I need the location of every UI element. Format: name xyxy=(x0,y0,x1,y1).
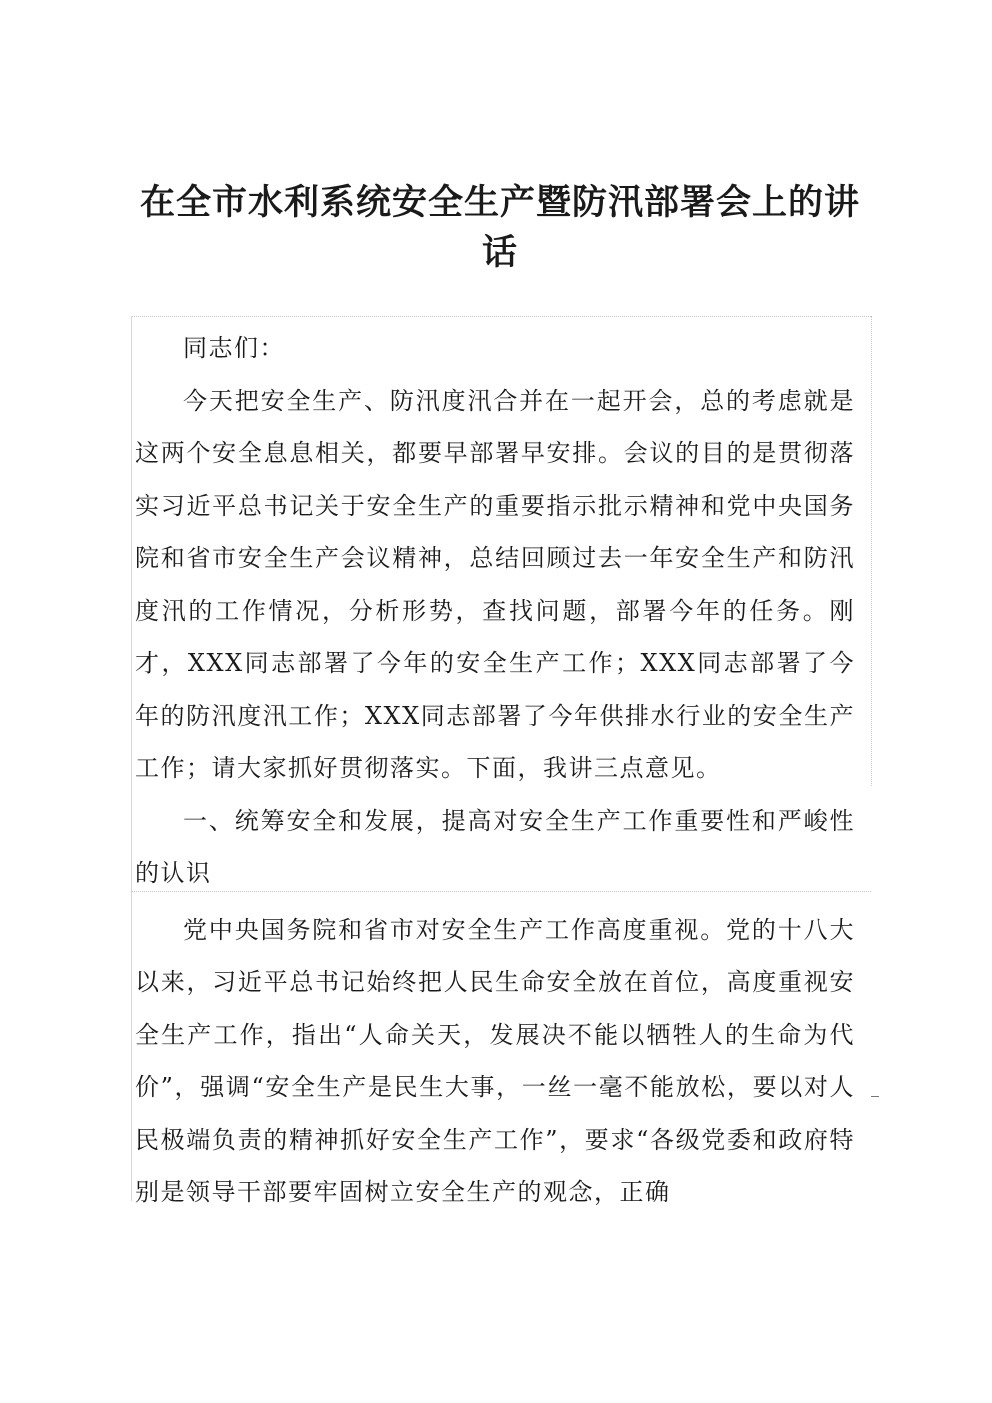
document-body xyxy=(135,322,855,1219)
margin-mark xyxy=(871,1096,879,1097)
paragraph-section-1: 党中央国务院和省市对安全生产工作高度重视。党的十八大以来，习近平总书记始终把人民生命安全放在首位，高度重视安全生产工作，指出“人命关天，发展决不能以牺牲人的生命为代价”，强调“安全生产是民生大事，一丝一毫不能放松，要以对人民极端负责的精神抓好安全生产工作”，要求“各级党委和政府特别是领导干部要牢固树立安全生产的观念，正确 xyxy=(135,915,855,1206)
right-margin-line xyxy=(871,316,872,786)
document-title: 在全市水利系统安全生产暨防汛部署会上的讲话 xyxy=(139,183,860,273)
greeting: 同志们： xyxy=(183,334,285,362)
top-divider xyxy=(131,316,871,317)
section-heading-1: 一、统筹安全和发展，提高对安全生产工作重要性和严峻性的认识 xyxy=(135,806,855,887)
paragraph-intro: 今天把安全生产、防汛度汛合并在一起开会，总的考虑就是这两个安全息息相关，都要早部署早安排。会议的目的是贯彻落实习近平总书记关于安全生产的重要指示批示精神和党中央国务院和省市安全生产会议精神，总结回顾过去一年安全生产和防汛度汛的工作情况，分析形势，查找问题，部署今年的任务。刚才，XXX同志部署了今年的安全生产工作；XXX同志部署了今年的防汛度汛工作；XXX同志部署了今年供排水行业的安全生产工作；请大家抓好贯彻落实。下面，我讲三点意见。 xyxy=(135,386,855,782)
left-margin-line xyxy=(131,316,132,1201)
